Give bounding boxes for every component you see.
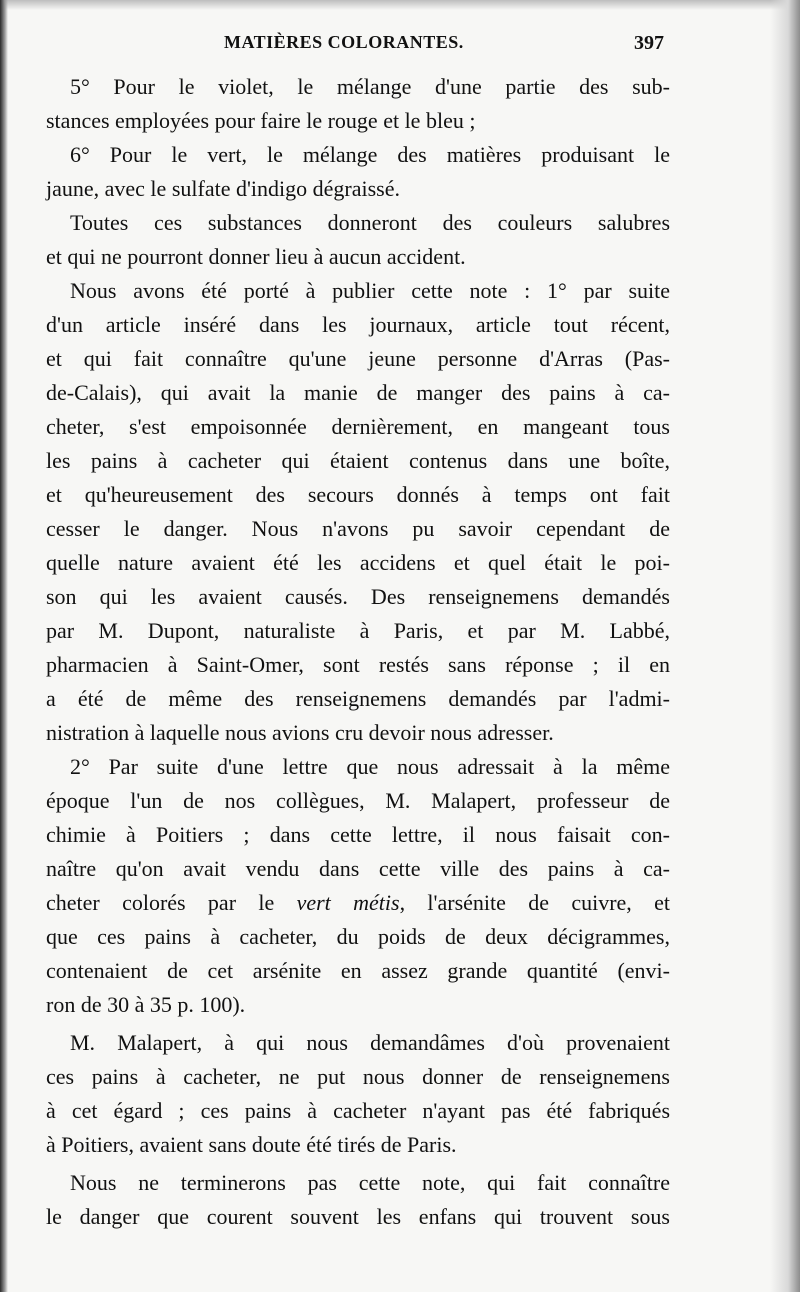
text-line: le danger que courent souvent les enfans qui trouvent sous — [46, 1204, 670, 1229]
text-line: époque l'un de nos collègues, M. Malapert, professeur de — [46, 788, 670, 813]
text-line: stances employées pour faire le rouge et le bleu ; — [46, 108, 476, 133]
text-line: ces pains à cacheter, ne put nous donner de renseignemens — [46, 1064, 670, 1089]
text-line: quelle nature avaient été les accidens et quel était le poi- — [46, 550, 670, 575]
text-line: nistration à laquelle nous avions cru devoir nous adresser. — [46, 720, 554, 745]
text-line: 2° Par suite d'une lettre que nous adressait à la même — [70, 754, 670, 779]
running-title: MATIÈRES COLORANTES. — [224, 32, 464, 52]
text-line: contenaient de cet arsénite en assez grande quantité (envi- — [46, 958, 670, 983]
text-line: pharmacien à Saint-Omer, sont restés sans réponse ; il en — [46, 652, 670, 677]
scan-edge-top — [0, 0, 800, 10]
text-fragment: , l'arsénite de cuivre, et — [399, 890, 671, 915]
text-line: d'un article inséré dans les journaux, article tout récent, — [46, 312, 670, 337]
text-line: a été de même des renseignemens demandés par l'admi- — [46, 686, 670, 711]
text-line: chimie à Poitiers ; dans cette lettre, il nous faisait con- — [46, 822, 670, 847]
text-line: 5° Pour le violet, le mélange d'une partie des sub- — [70, 74, 670, 99]
italic-term: vert métis — [296, 890, 400, 915]
text-line: Nous avons été porté à publier cette note : 1° par suite — [70, 278, 670, 303]
text-line: à cet égard ; ces pains à cacheter n'ayant pas été fabriqués — [46, 1098, 670, 1123]
text-fragment: cheter colorés par le — [46, 890, 275, 915]
text-line: son qui les avaient causés. Des renseignemens demandés — [46, 584, 670, 609]
page-number: 397 — [634, 32, 664, 54]
text-line: à Poitiers, avaient sans doute été tirés de Paris. — [46, 1132, 457, 1157]
body-text — [46, 70, 670, 1234]
text-line-mixed — [46, 886, 670, 920]
text-line: cesser le danger. Nous n'avons pu savoir cependant de — [46, 516, 670, 541]
running-header — [48, 32, 664, 60]
text-line: les pains à cacheter qui étaient contenus dans une boîte, — [46, 448, 670, 473]
text-line: 6° Pour le vert, le mélange des matières produisant le — [70, 142, 670, 167]
text-line: ron de 30 à 35 p. 100). — [46, 992, 246, 1017]
text-line: et qui fait connaître qu'une jeune personne d'Arras (Pas- — [46, 346, 670, 371]
text-line: et qui ne pourront donner lieu à aucun accident. — [46, 244, 466, 269]
text-line: M. Malapert, à qui nous demandâmes d'où provenaient — [70, 1030, 670, 1055]
text-line: de-Calais), qui avait la manie de manger des pains à ca- — [46, 380, 670, 405]
text-line: Toutes ces substances donneront des couleurs salubres — [70, 210, 670, 235]
text-line: Nous ne terminerons pas cette note, qui fait connaître — [70, 1170, 670, 1195]
text-line: et qu'heureusement des secours donnés à temps ont fait — [46, 482, 670, 507]
text-line: par M. Dupont, naturaliste à Paris, et par M. Labbé, — [46, 618, 670, 643]
text-line: jaune, avec le sulfate d'indigo dégraissé. — [46, 176, 400, 201]
scan-edge-right — [770, 0, 800, 1292]
text-line: naître qu'on avait vendu dans cette ville des pains à ca- — [46, 856, 670, 881]
scan-edge-left — [0, 0, 8, 1292]
text-line: cheter, s'est empoisonnée dernièrement, en mangeant tous — [46, 414, 670, 439]
text-line: que ces pains à cacheter, du poids de deux décigrammes, — [46, 924, 670, 949]
